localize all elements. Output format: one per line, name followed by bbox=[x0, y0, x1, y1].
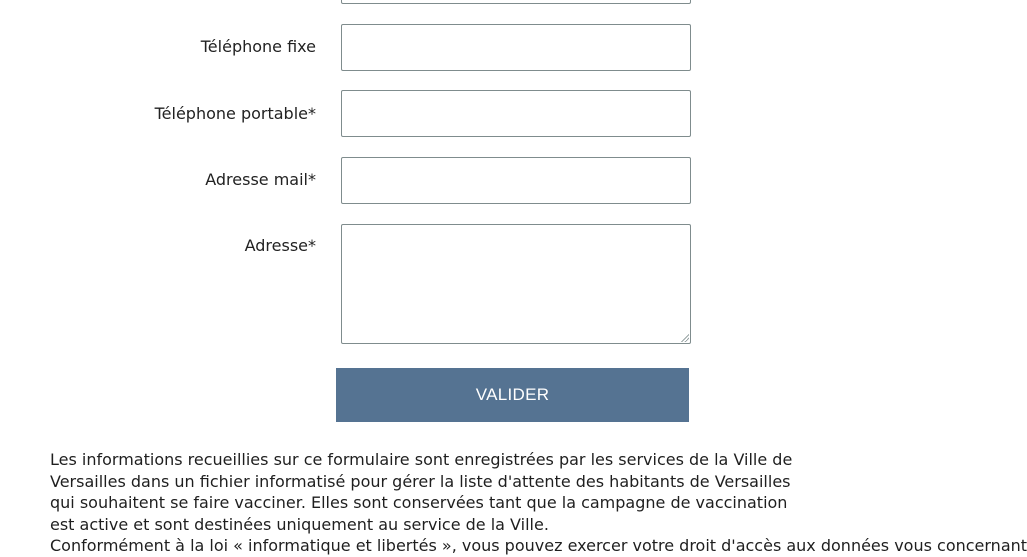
email-label: Adresse mail* bbox=[205, 170, 316, 189]
submit-button[interactable]: VALIDER bbox=[336, 368, 689, 422]
privacy-notice-next-line: Conformément à la loi « informatique et libertés », vous pouvez exercer votre droit d'accès aux données vous concernant bbox=[50, 536, 1027, 555]
previous-field-input[interactable] bbox=[341, 0, 691, 4]
resize-handle-icon[interactable] bbox=[680, 333, 689, 342]
address-textarea[interactable] bbox=[341, 224, 691, 344]
privacy-notice bbox=[50, 449, 1027, 557]
phone-fixed-label: Téléphone fixe bbox=[200, 37, 316, 56]
phone-mobile-label: Téléphone portable* bbox=[154, 104, 316, 123]
privacy-notice-paragraph: Les informations recueillies sur ce formulaire sont enregistrées par les services de la Ville de Versailles dans un fichier informatisé pour gérer la liste d'attente des habitants de Versailles qui souhaitent se faire vacciner. Elles sont conservées tant que la campagne de vaccination est active et sont destinées uniquement au service de la Ville. bbox=[50, 450, 793, 534]
email-input[interactable] bbox=[341, 157, 691, 204]
address-label: Adresse* bbox=[244, 236, 316, 255]
phone-mobile-input[interactable] bbox=[341, 90, 691, 137]
phone-fixed-input[interactable] bbox=[341, 24, 691, 71]
